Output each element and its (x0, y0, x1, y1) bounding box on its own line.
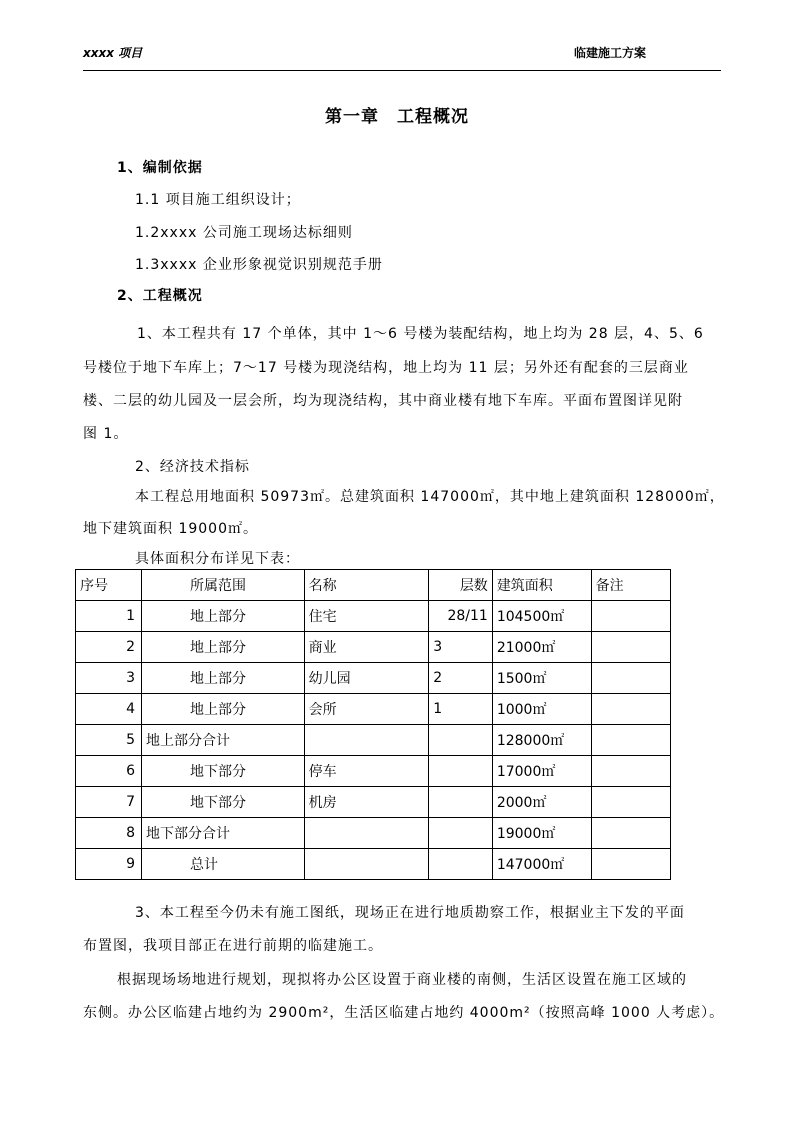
overview-p3-line-1: 3、本工程至今仍未有施工图纸，现场正在进行地质勘察工作，根据业主下发的平面 (135, 905, 685, 921)
overview-p3-line-2: 布置图，我项目部正在进行前期的临建施工。 (83, 938, 383, 954)
cell-area: 128000㎡ (492, 725, 591, 756)
cell-scope: 地上部分合计 (141, 725, 304, 756)
cell-index: 4 (76, 694, 142, 725)
cell-scope: 地下部分合计 (141, 818, 304, 849)
cell-index: 5 (76, 725, 142, 756)
economic-p-line-1: 本工程总用地面积 50973㎡。总建筑面积 147000㎡，其中地上建筑面积 128000㎡， (135, 489, 725, 505)
cell-floors (429, 818, 493, 849)
cell-floors (429, 849, 493, 880)
cell-index: 8 (76, 818, 142, 849)
table-row (76, 787, 671, 818)
table-header-row (76, 570, 671, 601)
cell-area: 2000㎡ (492, 787, 591, 818)
cell-index: 1 (76, 601, 142, 632)
header-cell-scope: 所属范围 (141, 570, 304, 601)
cell-name (304, 849, 429, 880)
header-cell-name: 名称 (304, 570, 429, 601)
economic-p-line-2: 地下建筑面积 19000㎡。 (83, 521, 258, 537)
table-row (76, 694, 671, 725)
overview-p1-line-4: 图 1。 (83, 426, 129, 442)
cell-name (304, 818, 429, 849)
overview-p4-line-2: 东侧。办公区临建占地约为 2900m²，生活区临建占地约 4000m²（按照高峰 1000 人考虑）。 (83, 1005, 725, 1021)
cell-floors (429, 756, 493, 787)
cell-remarks (591, 632, 670, 663)
area-distribution-table (75, 569, 671, 880)
cell-index: 6 (76, 756, 142, 787)
cell-floors: 28/11 (429, 601, 493, 632)
basis-item-1: 1.1 项目施工组织设计； (135, 192, 301, 208)
table-intro: 具体面积分布详见下表： (135, 551, 300, 567)
cell-area: 1000㎡ (492, 694, 591, 725)
cell-scope: 总计 (141, 849, 304, 880)
cell-floors (429, 725, 493, 756)
cell-area: 147000㎡ (492, 849, 591, 880)
cell-index: 3 (76, 663, 142, 694)
cell-scope: 地上部分 (141, 663, 304, 694)
cell-remarks (591, 849, 670, 880)
cell-name: 机房 (304, 787, 429, 818)
cell-index: 7 (76, 787, 142, 818)
overview-p1-line-2: 号楼位于地下车库上；7～17 号楼为现浇结构，地上均为 11 层；另外还有配套的三层商业 (83, 360, 689, 376)
cell-floors (429, 787, 493, 818)
header-cell-remarks: 备注 (591, 570, 670, 601)
cell-scope: 地下部分 (141, 756, 304, 787)
section-heading-overview: 2、工程概况 (117, 288, 203, 304)
cell-remarks (591, 756, 670, 787)
table-row (76, 725, 671, 756)
table-row (76, 632, 671, 663)
header-project-name: xxxx 项目 (83, 46, 143, 60)
overview-p1-line-3: 楼、二层的幼儿园及一层会所，均为现浇结构，其中商业楼有地下车库。平面布置图详见附 (83, 393, 683, 409)
cell-scope: 地下部分 (141, 787, 304, 818)
cell-remarks (591, 601, 670, 632)
chapter-title: 第一章 工程概况 (325, 107, 469, 127)
cell-remarks (591, 663, 670, 694)
header-cell-area: 建筑面积 (492, 570, 591, 601)
header-cell-floors: 层数 (429, 570, 493, 601)
table-row (76, 818, 671, 849)
basis-item-2: 1.2xxxx 公司施工现场达标细则 (135, 225, 353, 241)
overview-p4-line-1: 根据现场场地进行规划，现拟将办公区设置于商业楼的南侧，生活区设置在施工区域的 (117, 972, 687, 988)
header-document-title: 临建施工方案 (573, 46, 646, 60)
cell-name: 停车 (304, 756, 429, 787)
cell-area: 21000㎡ (492, 632, 591, 663)
cell-name: 会所 (304, 694, 429, 725)
overview-p1-line-1: 1、本工程共有 17 个单体，其中 1～6 号楼为装配结构，地上均为 28 层，4、5、6 (137, 326, 704, 342)
table-row (76, 663, 671, 694)
cell-remarks (591, 694, 670, 725)
cell-remarks (591, 787, 670, 818)
cell-index: 2 (76, 632, 142, 663)
cell-name (304, 725, 429, 756)
economic-indicators-heading: 2、经济技术指标 (135, 459, 250, 475)
cell-remarks (591, 818, 670, 849)
table-row (76, 601, 671, 632)
table-row (76, 756, 671, 787)
cell-area: 19000㎡ (492, 818, 591, 849)
cell-scope: 地上部分 (141, 694, 304, 725)
cell-scope: 地上部分 (141, 632, 304, 663)
basis-item-3: 1.3xxxx 企业形象视觉识别规范手册 (135, 257, 383, 273)
section-heading-basis: 1、编制依据 (117, 160, 203, 176)
cell-name: 幼儿园 (304, 663, 429, 694)
cell-remarks (591, 725, 670, 756)
cell-area: 1500㎡ (492, 663, 591, 694)
cell-index: 9 (76, 849, 142, 880)
cell-name: 商业 (304, 632, 429, 663)
cell-scope: 地上部分 (141, 601, 304, 632)
cell-area: 104500㎡ (492, 601, 591, 632)
cell-floors: 2 (429, 663, 493, 694)
page-header (83, 44, 721, 71)
cell-floors: 1 (429, 694, 493, 725)
header-cell-index: 序号 (76, 570, 142, 601)
cell-name: 住宅 (304, 601, 429, 632)
cell-area: 17000㎡ (492, 756, 591, 787)
table-row (76, 849, 671, 880)
cell-floors: 3 (429, 632, 493, 663)
